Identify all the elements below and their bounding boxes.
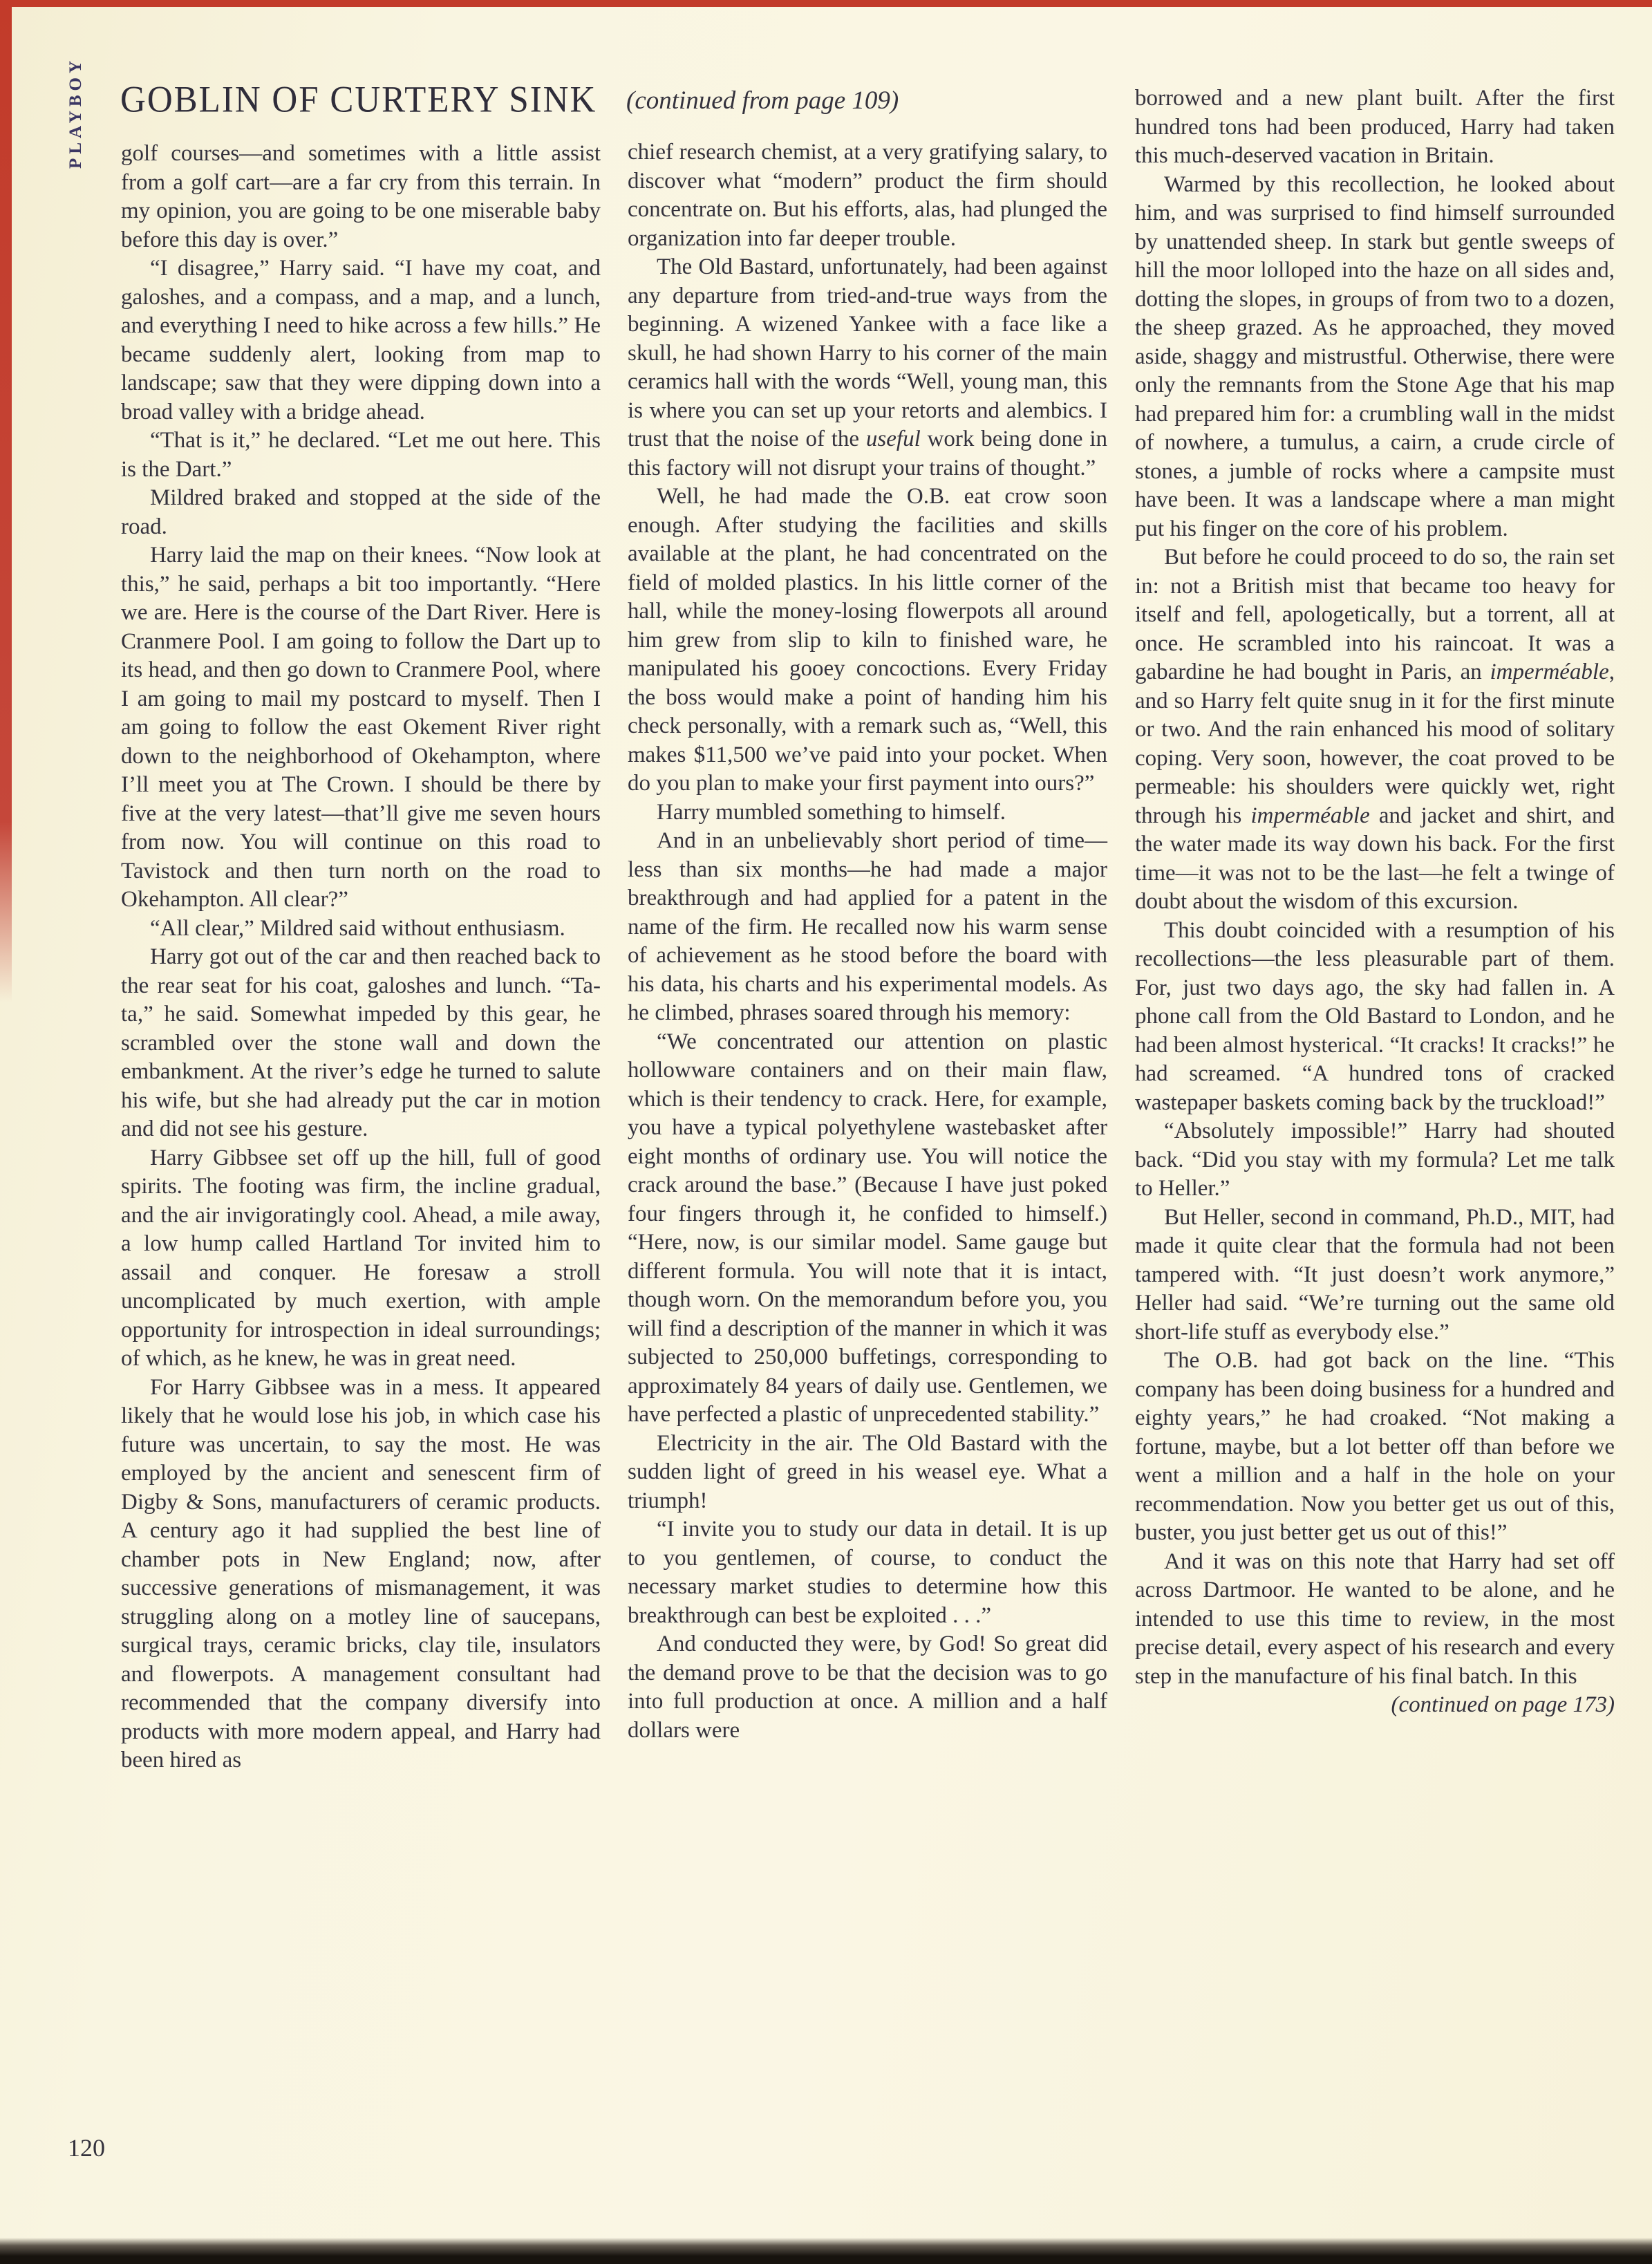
page-edge-left-red-strip bbox=[0, 0, 12, 1002]
paragraph: Well, he had made the O.B. eat crow soon enough. After studying the facilities and skills available at the plant, he had concentrated on the field of molded plastics. In his little corner of the hall, while the money-losing flowerpots all around him grew from slip to kiln to finished ware, he manipulated his gooey concoctions. Every Friday the boss would make a point of handing him his check personally, with a remark such as, “Well, this makes $11,500 we’ve paid into your pocket. When do you plan to make your first payment into ours?” bbox=[628, 484, 1107, 796]
article-title: GOBLIN OF CURTERY SINK bbox=[120, 79, 597, 121]
paragraph: And in an unbelievably short period of time—less than six months—he had made a major breakthrough and had applied for a patent in the name of the firm. He recalled now his warm sense of achievement as he stood before the board with his data, his charts and his experimental models. As he climbed, phrases soared through his memory: bbox=[628, 828, 1107, 1025]
paragraph: This doubt coincided with a resumption of his recollections—the less pleasurable part of them. For, just two days ago, the sky had fallen in. A phone call from the Old Bastard to London, and he had been almost hysterical. “It cracks! It cracks!” he had screamed. “A hundred tons of cracked wastepaper baskets coming back by the truckload!” bbox=[1135, 917, 1615, 1115]
paragraph: “I disagree,” Harry said. “I have my coat, and galoshes, and a compass, and a map, and a lunch, and everything I need to hike across a few hills.” He became suddenly alert, looking from map to landscape; saw that they were dipping down into a broad valley with a bridge ahead. bbox=[121, 256, 601, 424]
paragraph: “I invite you to study our data in detail. It is up to you gentlemen, of course, to conduct the necessary market studies to determine how this breakthrough can best be exploited . . .” bbox=[628, 1517, 1107, 1628]
text-column-1 bbox=[121, 140, 601, 1775]
paragraph: But before he could proceed to do so, the rain set in: not a British mist that became too heavy for itself and fell, apologetically, but a torrent, all at once. He scrambled into his raincoat. It was a gabardine he had bought in Paris, an imperméable, and so Harry felt quite snug in it for the first minute or two. And the rain enhanced his mood of solitary coping. Very soon, however, the coat proved to be permeable: his shoulders were quickly wet, right through his imperméable and jacket and shirt, and the water made its way down his back. For the first time—it was not to be the last—he felt a twinge of doubt about the wisdom of this excursion. bbox=[1135, 545, 1615, 914]
paragraph: Mildred braked and stopped at the side of the road. bbox=[121, 485, 601, 539]
paragraph: The O.B. had got back on the line. “This company has been doing business for a hundred and eighty years,” he had croaked. “Not making a fortune, maybe, but a lot better off than before we went a million and a half in the hole on your recommendation. Now you better get us out of this, buster, you just better get us out of this!” bbox=[1135, 1348, 1615, 1545]
page-edge-top-red-strip bbox=[0, 0, 1652, 7]
paragraph: Electricity in the air. The Old Bastard with the sudden light of greed in his weasel eye. What a triumph! bbox=[628, 1430, 1107, 1513]
page-number: 120 bbox=[68, 2134, 105, 2162]
text-column-2 bbox=[628, 138, 1107, 1745]
paragraph: “We concentrated our attention on plastic hollowware containers and on their main flaw, which is their tendency to crack. Here, for example, you have a typical polyethylene wastebasket after eight months of ordinary use. You will notice the crack around the base.” (Because I have just poked four fingers through it, he confided to himself.) “Here, now, is our similar model. Same gauge but different formula. You will note that it is intact, though worn. On the memorandum before you, you will find a description of the manner in which it was subjected to 250,000 buffetings, corresponding to approximately 84 years of daily use. Gentlemen, we have perfected a plastic of unprecedented stability.” bbox=[628, 1029, 1107, 1427]
paragraph: And it was on this note that Harry had set off across Dartmoor. He wanted to be alone, and he intended to use this time to review, in the most precise detail, every aspect of his research and every step in the manufacture of his final batch. In this bbox=[1135, 1549, 1615, 1689]
paragraph: (continued on page 173) bbox=[1391, 1692, 1615, 1717]
paragraph: The Old Bastard, unfortunately, had been against any departure from tried-and-true ways from the beginning. A wizened Yankee with a face like a skull, he had shown Harry to his corner of the main ceramics hall with the words “Well, young man, this is where you can set up your retorts and alembics. I trust that the noise of the useful work being done in this factory will not disrupt your trains of thought.” bbox=[628, 254, 1107, 480]
magazine-spine-text: PLAYBOY bbox=[66, 57, 85, 169]
paragraph: And conducted they were, by God! So great did the demand prove to be that the decision was to go into full production at once. A million and a half dollars were bbox=[628, 1631, 1107, 1743]
text-column-3 bbox=[1135, 84, 1615, 1720]
continued-from-note: (continued from page 109) bbox=[626, 86, 899, 115]
paragraph: Harry Gibbsee set off up the hill, full of good spirits. The footing was firm, the incline gradual, and the air invigoratingly cool. Ahead, a mile away, a low hump called Hartland Tor invited him to assail and conquer. He foresaw a stroll uncomplicated by much exertion, with ample opportunity for introspection in ideal surroundings; of which, as he knew, he was in great need. bbox=[121, 1145, 601, 1371]
paragraph: “That is it,” he declared. “Let me out here. This is the Dart.” bbox=[121, 428, 601, 482]
paragraph: Harry mumbled something to himself. bbox=[657, 799, 1006, 825]
paragraph: borrowed and a new plant built. After the first hundred tons had been produced, Harry had taken this much-deserved vacation in Britain. bbox=[1135, 86, 1615, 168]
paragraph: “Absolutely impossible!” Harry had shouted back. “Did you stay with my formula? Let me talk to Heller.” bbox=[1135, 1119, 1615, 1201]
page-edge-bottom-dark-band bbox=[0, 2238, 1652, 2264]
paragraph: golf courses—and sometimes with a little assist from a golf cart—are a far cry from this terrain. In my opinion, you are going to be one miserable baby before this day is over.” bbox=[121, 141, 601, 252]
paragraph: Warmed by this recollection, he looked about him, and was surprised to find himself surrounded by unattended sheep. In stark but gentle sweeps of hill the moor lolloped into the haze on all sides and, dotting the slopes, in groups of from two to a dozen, the sheep grazed. As he approached, they moved aside, shaggy and mistrustful. Otherwise, there were only the remnants from the Stone Age that his map had prepared him for: a crumbling wall in the midst of nowhere, a tumulus, a cairn, a crude circle of stones, a jumble of rocks where a campsite must have been. It was a landscape where a man might put his finger on the core of his problem. bbox=[1135, 171, 1615, 541]
paragraph: But Heller, second in command, Ph.D., MIT, had made it quite clear that the formula had not been tampered with. “It just doesn’t work anymore,” Heller had said. “We’re turning out the same old short-life stuff as everybody else.” bbox=[1135, 1204, 1615, 1345]
paragraph: Harry got out of the car and then reached back to the rear seat for his coat, galoshes and lunch. “Ta-ta,” he said. Somewhat impeded by this gear, he scrambled over the stone wall and down the embankment. At the river’s edge he turned to salute his wife, but she had already put the car in motion and did not see his gesture. bbox=[121, 944, 601, 1141]
paragraph: Harry laid the map on their knees. “Now look at this,” he said, perhaps a bit too importantly. “Here we are. Here is the course of the Dart River. Here is Cranmere Pool. I am going to follow the Dart up to its head, and then go down to Cranmere Pool, where I am going to mail my postcard to myself. Then I am going to follow the east Okement River right down to the neighborhood of Okehampton, where I’ll meet you at The Crown. I should be there by five at the very latest—that’ll give me seven hours from now. You will continue on this road to Tavistock and then turn north on the road to Okehampton. All clear?” bbox=[121, 543, 601, 912]
paragraph: chief research chemist, at a very gratifying salary, to discover what “modern” product the firm should concentrate on. But his efforts, alas, had plunged the organization into far deeper trouble. bbox=[628, 140, 1107, 251]
paragraph: For Harry Gibbsee was in a mess. It appeared likely that he would lose his job, in which case his future was uncertain, to say the most. He was employed by the ancient and senescent firm of Digby & Sons, manufacturers of ceramic products. A century ago it had supplied the best line of chamber pots in New England; now, after successive generations of mismanagement, it was struggling along on a motley line of saucepans, surgical trays, ceramic bricks, clay tile, insulators and flowerpots. A management consultant had recommended that the company diversify into products with more modern appeal, and Harry had been hired as bbox=[121, 1374, 601, 1772]
paragraph: “All clear,” Mildred said without enthusiasm. bbox=[150, 915, 565, 941]
